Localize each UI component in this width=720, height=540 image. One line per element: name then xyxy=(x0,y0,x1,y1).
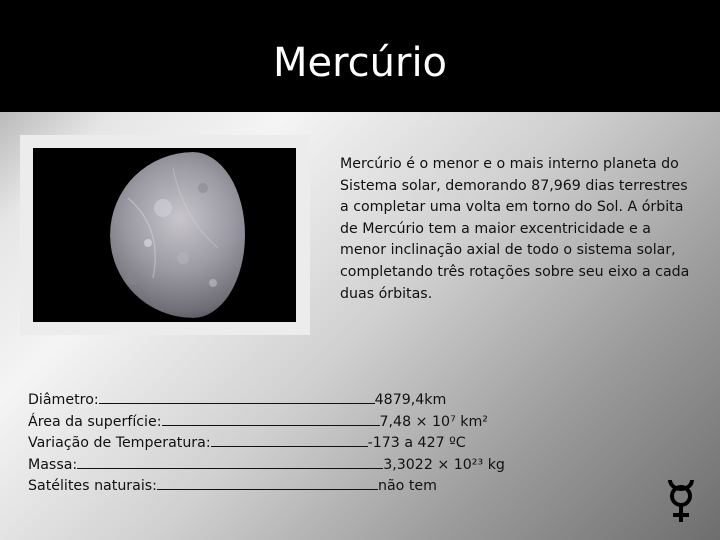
slide-title: Mercúrio xyxy=(272,40,448,86)
planet-description: Mercúrio é o menor e o mais interno planeta do Sistema solar, demorando 87,969 dias terrestres a completar uma volta em torno do Sol. A órbita de Mercúrio tem a maior excentricidade e a menor inclinação axial de todo o sistema solar, completando três rotações sobre seu eixo a cada duas órbitas. xyxy=(340,156,690,302)
spec-row-satellites xyxy=(28,474,505,496)
leader-line xyxy=(77,453,383,469)
spec-value: 3,3022 × 10²³ kg xyxy=(383,456,505,473)
mercury-symbol-icon xyxy=(664,478,698,524)
spec-row-temperature xyxy=(28,431,505,453)
spec-label: Área da superfície: xyxy=(28,413,162,430)
spec-label: Massa: xyxy=(28,456,78,473)
spec-value: não tem xyxy=(377,478,437,495)
spec-value: 7,48 × 10⁷ km² xyxy=(379,413,488,430)
leader-line xyxy=(162,410,380,426)
spec-row-surface-area xyxy=(28,410,505,432)
leader-line xyxy=(99,388,375,404)
spec-value: -173 a 427 ºC xyxy=(367,435,466,452)
planet-specs-list xyxy=(28,388,505,496)
mercury-planet-image xyxy=(33,148,296,322)
spec-label: Variação de Temperatura: xyxy=(28,435,211,452)
spec-row-mass xyxy=(28,453,505,475)
leader-line xyxy=(211,431,368,447)
spec-row-diameter xyxy=(28,388,505,410)
spec-value: 4879,4km xyxy=(374,392,447,408)
planet-photo xyxy=(33,148,296,322)
spec-label: Satélites naturais: xyxy=(28,478,157,495)
planet-photo-frame xyxy=(20,135,310,335)
title-bar xyxy=(0,0,720,112)
spec-label: Diâmetro: xyxy=(28,392,99,408)
leader-line xyxy=(157,474,378,490)
